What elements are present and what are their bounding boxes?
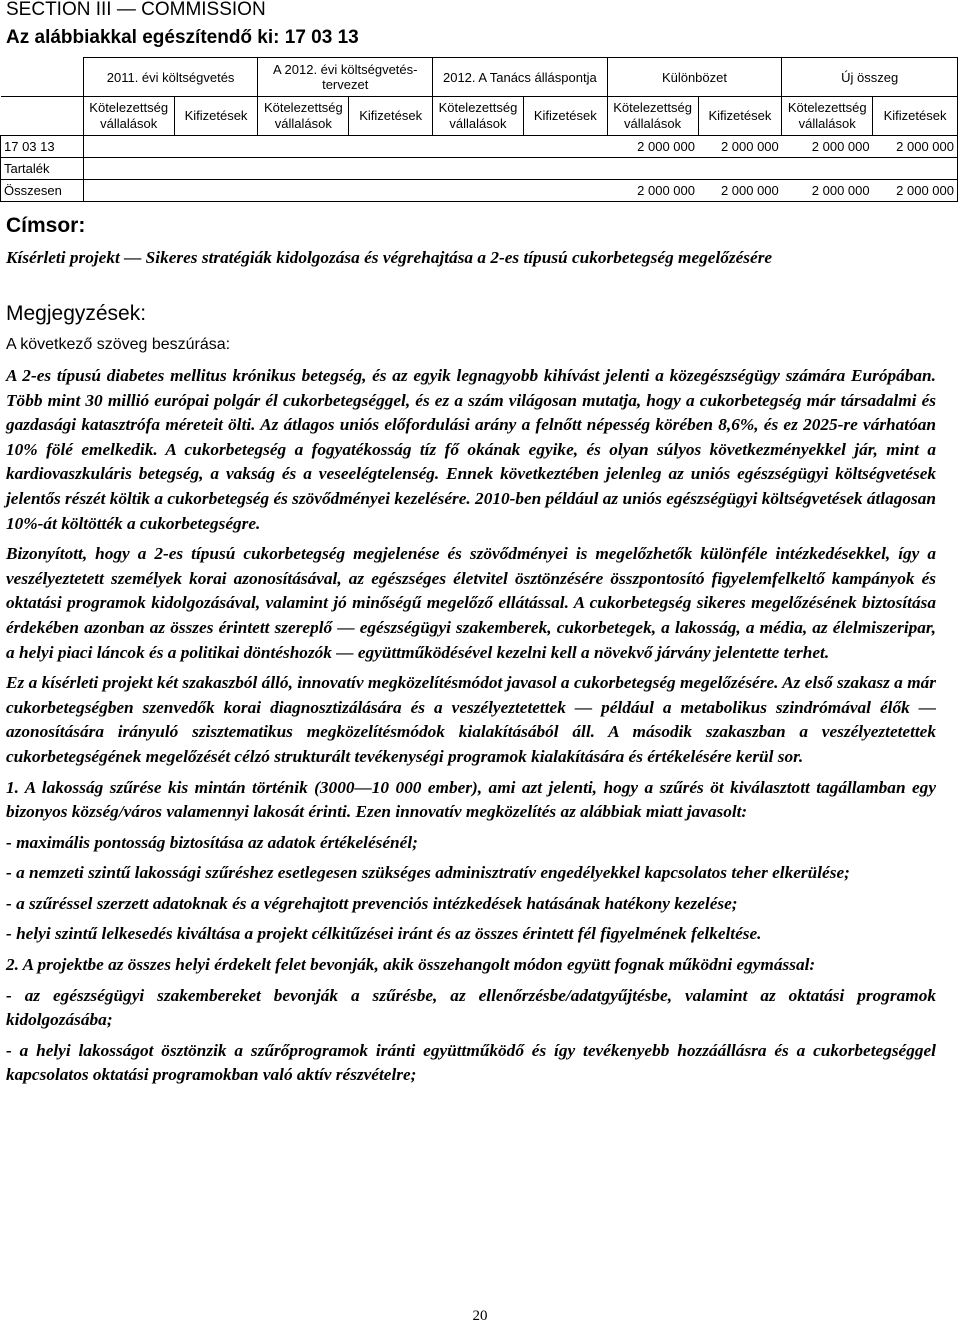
table-cell: 2 000 000 (607, 136, 698, 158)
table-row (1, 158, 958, 180)
table-cell: 2 000 000 (698, 180, 782, 202)
col-group-new-amount: Új összeg (782, 58, 958, 97)
row-label: Tartalék (1, 158, 84, 180)
col-payments: Kifizetések (174, 97, 258, 136)
list-item: - a nemzeti szintű lakossági szűréshez esetlegesen szükséges adminisztratív engedélyekkel kapcsolatos teher elkerülése; (6, 863, 850, 883)
col-group-draft-2012: A 2012. évi költségvetés-tervezet (258, 58, 433, 97)
budget-table (0, 57, 958, 202)
col-payments: Kifizetések (698, 97, 782, 136)
col-commitments: Kötelezettség vállalások (782, 97, 873, 136)
col-commitments: Kötelezettség vállalások (433, 97, 524, 136)
list-item: - az egészségügyi szakembereket bevonják a szűrésbe, az ellenőrzésbe/adatgyűjtésbe, valamint az oktatási programok kidolgozásába; (6, 985, 936, 1030)
col-group-council-2012: 2012. A Tanács álláspontja (433, 58, 608, 97)
col-group-difference: Különbözet (607, 58, 782, 97)
table-cell: 2 000 000 (782, 180, 873, 202)
section-heading: SECTION III — COMMISSION (6, 0, 266, 20)
col-commitments: Kötelezettség vállalások (258, 97, 349, 136)
table-cell: 2 000 000 (873, 180, 958, 202)
document-subtitle: Az alábbiakkal egészítendő ki: 17 03 13 (6, 27, 359, 48)
paragraph: Bizonyított, hogy a 2-es típusú cukorbetegség megjelenése és szövődményei is megelőzhetők különféle intézkedésekkel, így a veszélyeztetett személyek korai azonosításával, az egészséges életvitel ösztönzésére összpontosító figyelemfelkeltő kampányok és oktatási programok kidolgozásával, valamint jó minőségű megelőző ellátással. A cukorbetegség sikeres megelőzésének biztosítása érdekében azonban az összes érintett szereplő — egészségügyi szakemberek, cukorbetegek, a lakosság, a média, az élelmiszeripar, a helyi piaci láncok és a politikai döntéshozók — együttműködésével kezelni kell a növekvő járvány jelentette terhet. (6, 544, 936, 662)
project-title: Kísérleti projekt — Sikeres stratégiák kidolgozása és végrehajtása a 2-es típusú cukorbetegség megelőzésére (6, 248, 773, 267)
remarks-body (6, 364, 936, 1094)
table-cell: 2 000 000 (782, 136, 873, 158)
table-sub-header-row (1, 97, 958, 136)
list-item: - a helyi lakosságot ösztönzik a szűrőprogramok iránti együttműködő és így tevékenyebb hozzáállásra és a cukorbetegséggel kapcsolatos oktatási programokban való aktív részvételre; (6, 1040, 936, 1085)
col-payments: Kifizetések (873, 97, 958, 136)
row-label: 17 03 13 (1, 136, 84, 158)
heading-label: Címsor: (6, 214, 86, 237)
col-commitments: Kötelezettség vállalások (83, 97, 174, 136)
col-group-2011: 2011. évi költségvetés (83, 58, 258, 97)
list-item: - helyi szintű lelkesedés kiváltása a projekt célkitűzései iránt és az összes érintett fél figyelmének felkeltése. (6, 924, 762, 944)
table-cell: 2 000 000 (873, 136, 958, 158)
paragraph: 2. A projektbe az összes helyi érdekelt felet bevonják, akik összehangolt módon együtt fognak működni egymással: (6, 955, 816, 975)
row-label: Összesen (1, 180, 84, 202)
col-commitments: Kötelezettség vállalások (607, 97, 698, 136)
table-cell: 2 000 000 (607, 180, 698, 202)
table-cell: 2 000 000 (698, 136, 782, 158)
list-item: - a szűréssel szerzett adatoknak és a végrehajtott prevenciós intézkedések hatásának hatékony kezelése; (6, 893, 738, 913)
paragraph: 1. A lakosság szűrése kis mintán történik (3000—10 000 ember), ami azt jelenti, hogy a szűrés öt kiválasztott tagállamban egy bizonyos község/város valamennyi lakosát érinti. Ezen innovatív megközelítés az alábbiak miatt javasolt: (6, 777, 936, 822)
insert-instruction: A következő szöveg beszúrása: (6, 336, 231, 353)
paragraph: A 2-es típusú diabetes mellitus krónikus betegség, és az egyik legnagyobb kihívást jelenti a közegészségügy számára Európában. Több mint 30 millió európai polgár él cukorbetegséggel, és ez a szám világosan mutatja, hogy a cukorbetegség már társadalmi és gazdasági katasztrófa méreteit ölti. Az átlagos uniós előfordulási arány a felnőtt népesség körében 8,6%, és ez 2025-re várhatóan 10% fölé emelkedik. A cukorbetegség a fogyatékosság tíz fő okának egyike, és olyan súlyos következményekkel jár, mint a kardiovaszkuláris betegség, a vakság és a veseelégtelenség. Ennek következtében jelenleg az uniós egészségügyi költségvetések jelentős részét költik a cukorbetegség és szövődményei kezelésére. 2010-ben például az uniós egészségügyi költségvetések átlagosan 10%-át költötték a cukorbetegségre. (6, 366, 936, 533)
list-item: - maximális pontosság biztosítása az adatok értékelésénél; (6, 832, 418, 852)
col-payments: Kifizetések (349, 97, 433, 136)
col-payments: Kifizetések (523, 97, 607, 136)
remarks-label: Megjegyzések: (6, 302, 147, 325)
table-row (1, 136, 958, 158)
table-row (1, 180, 958, 202)
page-number: 20 (472, 1308, 488, 1324)
paragraph: Ez a kísérleti projekt két szakaszból álló, innovatív megközelítésmódot javasol a cukorbetegség megelőzésére. Az első szakasz a már cukorbetegségben szenvedők korai diagnosztizálására és a veszélyeztetettek — például a metabolikus szindrómával élők — azonosítására irányuló szisztematikus megközelítésmódok kialakításából áll. A második szakaszban a veszélyeztetettek cukorbetegségének megelőzését célzó strukturált tevékenységi programok kialakítására és értékelésére kerül sor. (6, 673, 936, 766)
table-group-header-row (1, 58, 958, 97)
